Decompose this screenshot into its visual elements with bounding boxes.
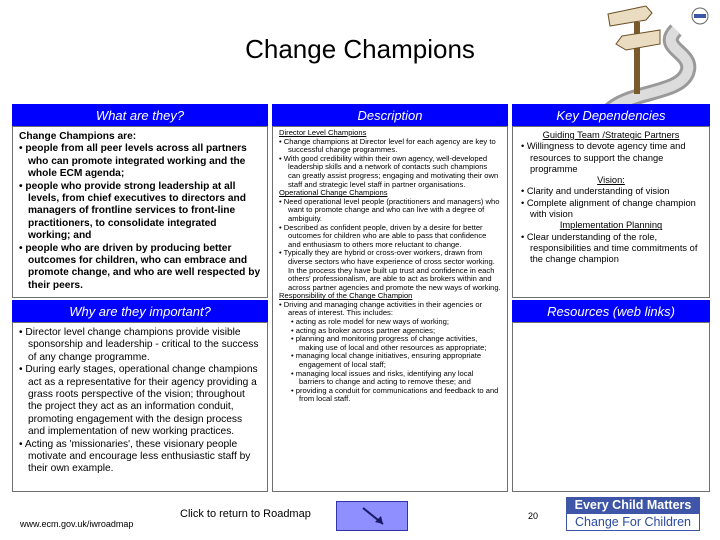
dependencies-subheading: Implementation Planning <box>559 220 663 231</box>
dependencies-subheading: Guiding Team /Strategic Partners <box>542 130 680 140</box>
description-panel <box>272 126 508 492</box>
description-sub-bullet: • acting as role model for new ways of working; <box>291 317 449 327</box>
what-intro: Change Champions are: <box>19 131 137 142</box>
dependencies-panel <box>512 126 710 298</box>
page-title: Change Champions <box>245 34 475 64</box>
dependencies-bullet: • Clarity and understanding of vision <box>521 186 670 197</box>
logo-line1: Every Child Matters <box>566 497 700 514</box>
description-bullet: • Driving and managing change activities in their agencies or areas of interest. This includes: <box>279 299 483 318</box>
description-bullet: • Described as confident people, driven by a desire for better outcomes for children who are able to pass that confidence and enthusiasm to others more reluctant to change. <box>279 222 487 249</box>
page-number: 20 <box>528 511 539 521</box>
description-bullet: • With good credibility within their own agency, well-developed leadership skills and a network of contacts such champions can greatly assist progress; engaging and motivating their own staff and strategic level staff in partner organisations. <box>279 153 499 189</box>
why-bullet: • Acting as 'missionaries', these visionary people motivate and encourage less enthusiastic staff by their own example. <box>19 438 251 475</box>
ecm-logo <box>566 497 700 531</box>
why-panel <box>12 322 268 492</box>
description-subheading: Director Level Champions <box>279 128 367 137</box>
resources-header-label: Resources (web links) <box>547 303 675 319</box>
what-panel <box>12 126 268 298</box>
resources-panel <box>512 322 710 492</box>
footer-url: www.ecm.gov.uk/iwroadmap <box>20 519 134 529</box>
dependencies-header-label: Key Dependencies <box>556 107 666 123</box>
dependencies-header <box>512 104 710 126</box>
dependencies-bullet: • Clear understanding of the role, responsibilities and time commitments of the change champion <box>521 231 698 265</box>
why-header-label: Why are they important? <box>69 303 211 319</box>
what-bullet: • people from all peer levels across all partners who can promote integrated working and the whole ECM agenda; <box>19 143 247 180</box>
what-header-label: What are they? <box>95 107 185 123</box>
description-bullet: • Need operational level people (practitioners and managers) who want to promote change and who can live with a degree of ambiguity. <box>279 196 500 223</box>
description-bullet: • Change champions at Director level for each agency are key to successful change programmes. <box>279 136 496 155</box>
description-sub-bullet: • managing local issues and risks, identifying any local barriers to change and acting to remove these; and <box>291 368 474 387</box>
description-sub-bullet: • managing local change initiatives, ensuring appropriate engagement of local staff; <box>291 351 482 370</box>
what-header <box>12 104 268 126</box>
description-sub-bullet: • providing a conduit for communications and feedback to and from local staff. <box>291 385 499 404</box>
logo-line2: Change For Children <box>566 514 700 531</box>
description-bullet: • Typically they are hybrid or cross-over workers, drawn from diverse sectors who have experience of cross sector working. In the process they have built up trust and confidence in each others' professionalism, are able to act as brokers within and across partner agencies and promote the new ways of working. <box>279 248 501 292</box>
roadmap-button[interactable] <box>336 501 408 531</box>
why-bullet: • During early stages, operational change champions act as a representative for their agency providing a grass roots perspective of the vision; throughout the project they act as an information conduit, promoting engagement with the design process and implementation of new working practices. <box>19 364 258 438</box>
dependencies-subheading: Vision: <box>597 175 625 186</box>
roadmap-arrow-icon <box>337 502 407 530</box>
dependencies-bullet: • Complete alignment of change champion with vision <box>521 197 696 220</box>
description-sub-bullet: • acting as broker across partner agencies; <box>291 325 436 335</box>
description-header-label: Description <box>357 107 423 123</box>
why-bullet: • Director level change champions provide visible sponsorship and leadership - critical to the success of any change programme. <box>19 327 259 363</box>
dependencies-bullet: • Willingness to devote agency time and resources to support the change programme <box>521 141 686 174</box>
why-header <box>12 300 268 322</box>
description-subheading: Operational Change Champions <box>279 188 388 198</box>
roadmap-link[interactable]: Click to return to Roadmap <box>180 508 311 520</box>
what-bullet: • people who are driven by producing better outcomes for children, who can embrace and promote change, and who are well respected by their peers. <box>19 242 261 291</box>
description-sub-bullet: • planning and monitoring progress of change activities, making use of local and other resources as appropriate; <box>291 334 487 352</box>
what-bullet: • people who provide strong leadership at all levels, from chief executives to directors and managers of frontline services to front-line practitioners, to consolidate integrated working; and <box>19 180 246 242</box>
signpost-icon <box>588 0 720 112</box>
description-header <box>272 104 508 126</box>
description-subheading: Responsibility of the Change Champion <box>279 291 413 301</box>
resources-header <box>512 300 710 322</box>
